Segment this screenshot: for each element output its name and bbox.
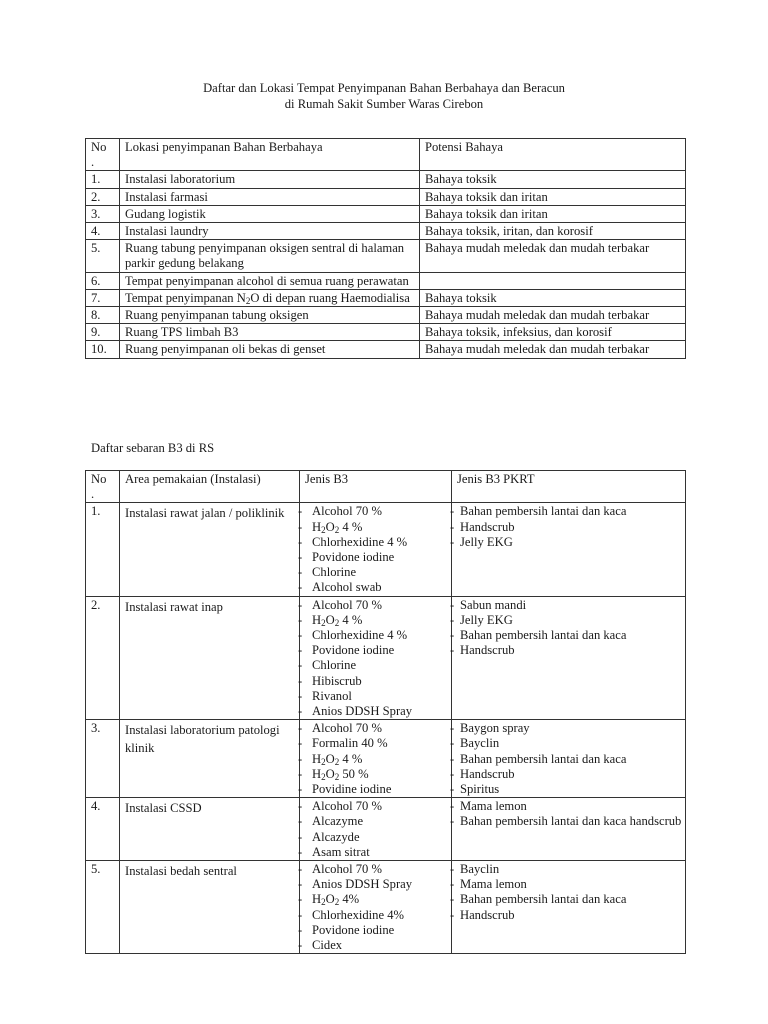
list-item: - $H_2O_2$ 4 %: [312, 520, 448, 535]
list-item: - Alcohol 70 %: [312, 799, 448, 814]
cell-area: Instalasi rawat inap: [120, 596, 300, 720]
jenis-b3-pkrt-list: [460, 862, 682, 923]
list-item: - $H_2O_2$ 4 %: [312, 752, 448, 767]
cell-lokasi: Ruang tabung penyimpanan oksigen sentral di halaman parkir gedung belakang: [120, 240, 420, 272]
list-item: - Alcazyme: [312, 814, 448, 829]
cell-potensi: Bahaya toksik, infeksius, dan korosif: [420, 324, 686, 341]
list-item: - Anios DDSH Spray: [312, 877, 448, 892]
table-header-row: [86, 139, 686, 171]
list-item: - Alcohol 70 %: [312, 721, 448, 736]
list-item: - $H_2O_2$ 4 %: [312, 613, 448, 628]
table-row: [86, 223, 686, 240]
cell-jenis-b3: [300, 596, 452, 720]
list-item: - Baygon spray: [460, 721, 682, 736]
list-item: - Mama lemon: [460, 877, 682, 892]
cell-no: 4.: [86, 223, 120, 240]
list-item: - $H_2O_2$ 50 %: [312, 767, 448, 782]
list-item: - Chlorine: [312, 565, 448, 580]
cell-lokasi: Tempat penyimpanan alcohol di semua ruang perawatan: [120, 272, 420, 289]
title-line-2: di Rumah Sakit Sumber Waras Cirebon: [284, 97, 484, 111]
table-row: [86, 324, 686, 341]
list-item: - Handscrub: [460, 767, 682, 782]
jenis-b3-list: [312, 721, 448, 797]
cell-no: 3.: [86, 205, 120, 222]
list-item: - Jelly EKG: [460, 535, 682, 550]
cell-no: 7.: [86, 289, 120, 306]
table-header-row: [86, 471, 686, 503]
list-item: - Chlorhexidine 4 %: [312, 628, 448, 643]
b3-distribution-table: [85, 470, 686, 954]
list-item: - Alcohol 70 %: [312, 504, 448, 519]
jenis-b3-list: [312, 799, 448, 860]
table-row: [86, 240, 686, 272]
cell-jenis-b3: [300, 861, 452, 954]
list-item: - Asam sitrat: [312, 845, 448, 860]
title-line-1: Daftar dan Lokasi Tempat Penyimpanan Bahan Berbahaya dan Beracun: [203, 81, 565, 95]
list-item: - Chlorhexidine 4 %: [312, 535, 448, 550]
cell-area: Instalasi CSSD: [120, 798, 300, 861]
table-row: [86, 596, 686, 720]
jenis-b3-list: [312, 862, 448, 953]
table-row: [86, 341, 686, 358]
header-potensi: Potensi Bahaya: [420, 139, 686, 171]
list-item: - Bahan pembersih lantai dan kaca: [460, 628, 682, 643]
list-item: - Alcazyde: [312, 830, 448, 845]
header-lokasi: Lokasi penyimpanan Bahan Berbahaya: [120, 139, 420, 171]
cell-jenis-b3-pkrt: [452, 720, 686, 798]
cell-no: 1.: [86, 503, 120, 596]
cell-lokasi: Instalasi laundry: [120, 223, 420, 240]
list-item: - Chlorhexidine 4%: [312, 908, 448, 923]
cell-no: 1.: [86, 171, 120, 188]
cell-area: Instalasi rawat jalan / poliklinik: [120, 503, 300, 596]
cell-potensi: Bahaya toksik: [420, 289, 686, 306]
cell-no: 2.: [86, 596, 120, 720]
list-item: - Povidone iodine: [312, 550, 448, 565]
table-row: [86, 503, 686, 596]
list-item: - Chlorine: [312, 658, 448, 673]
cell-potensi: Bahaya mudah meledak dan mudah terbakar: [420, 307, 686, 324]
list-item: - Bahan pembersih lantai dan kaca: [460, 504, 682, 519]
table-row: [86, 720, 686, 798]
list-item: - Mama lemon: [460, 799, 682, 814]
cell-jenis-b3: [300, 720, 452, 798]
cell-potensi: Bahaya mudah meledak dan mudah terbakar: [420, 240, 686, 272]
list-item: - Bahan pembersih lantai dan kaca: [460, 752, 682, 767]
header-area: Area pemakaian (Instalasi): [120, 471, 300, 503]
cell-lokasi: Ruang TPS limbah B3: [120, 324, 420, 341]
cell-lokasi: Ruang penyimpanan tabung oksigen: [120, 307, 420, 324]
list-item: - Sabun mandi: [460, 598, 682, 613]
cell-potensi: Bahaya mudah meledak dan mudah terbakar: [420, 341, 686, 358]
cell-no: 8.: [86, 307, 120, 324]
list-item: - Bayclin: [460, 862, 682, 877]
cell-no: 6.: [86, 272, 120, 289]
list-item: - Povidine iodine: [312, 782, 448, 797]
list-item: - Spiritus: [460, 782, 682, 797]
list-item: - $H_2O_2$ 4%: [312, 892, 448, 907]
cell-area: Instalasi bedah sentral: [120, 861, 300, 954]
list-item: - Bahan pembersih lantai dan kaca: [460, 892, 682, 907]
cell-jenis-b3-pkrt: [452, 861, 686, 954]
table-row: [86, 188, 686, 205]
document-title: [0, 80, 768, 112]
cell-no: 9.: [86, 324, 120, 341]
cell-lokasi: Gudang logistik: [120, 205, 420, 222]
jenis-b3-pkrt-list: [460, 721, 682, 797]
list-item: - Rivanol: [312, 689, 448, 704]
cell-potensi: Bahaya toksik: [420, 171, 686, 188]
cell-jenis-b3-pkrt: [452, 596, 686, 720]
list-item: - Handscrub: [460, 643, 682, 658]
list-item: - Alcohol 70 %: [312, 862, 448, 877]
list-item: - Bayclin: [460, 736, 682, 751]
table-row: [86, 861, 686, 954]
storage-location-table: [85, 138, 686, 359]
list-item: - Anios DDSH Spray: [312, 704, 448, 719]
list-item: - Handscrub: [460, 908, 682, 923]
table-row: [86, 171, 686, 188]
header-jenis-b3-pkrt: Jenis B3 PKRT: [452, 471, 686, 503]
table-row: [86, 307, 686, 324]
cell-jenis-b3: [300, 503, 452, 596]
cell-jenis-b3-pkrt: [452, 503, 686, 596]
list-item: - Alcohol swab: [312, 580, 448, 595]
table-row: [86, 205, 686, 222]
header-no: No .: [86, 139, 120, 171]
jenis-b3-list: [312, 504, 448, 595]
cell-potensi: Bahaya toksik dan iritan: [420, 205, 686, 222]
cell-jenis-b3-pkrt: [452, 798, 686, 861]
section-subtitle: Daftar sebaran B3 di RS: [91, 441, 215, 455]
cell-potensi: Bahaya toksik, iritan, dan korosif: [420, 223, 686, 240]
cell-area: Instalasi laboratorium patologi klinik: [120, 720, 300, 798]
cell-potensi: [420, 272, 686, 289]
cell-lokasi: Tempat penyimpanan $N_2O$ di depan ruang Haemodialisa: [120, 289, 420, 306]
list-item: - Handscrub: [460, 520, 682, 535]
list-item: - Bahan pembersih lantai dan kaca handscrub: [460, 814, 682, 829]
list-item: - Cidex: [312, 938, 448, 953]
cell-jenis-b3: [300, 798, 452, 861]
list-item: - Povidone iodine: [312, 923, 448, 938]
cell-no: 5.: [86, 240, 120, 272]
list-item: - Jelly EKG: [460, 613, 682, 628]
jenis-b3-pkrt-list: [460, 799, 682, 829]
header-jenis-b3: Jenis B3: [300, 471, 452, 503]
cell-lokasi: Instalasi laboratorium: [120, 171, 420, 188]
list-item: - Hibiscrub: [312, 674, 448, 689]
cell-no: 10.: [86, 341, 120, 358]
list-item: - Alcohol 70 %: [312, 598, 448, 613]
jenis-b3-pkrt-list: [460, 504, 682, 550]
table-row: [86, 798, 686, 861]
jenis-b3-pkrt-list: [460, 598, 682, 659]
header-no: No .: [86, 471, 120, 503]
table-row: [86, 289, 686, 306]
cell-no: 4.: [86, 798, 120, 861]
list-item: - Formalin 40 %: [312, 736, 448, 751]
table-row: [86, 272, 686, 289]
cell-potensi: Bahaya toksik dan iritan: [420, 188, 686, 205]
list-item: - Povidone iodine: [312, 643, 448, 658]
jenis-b3-list: [312, 598, 448, 720]
cell-no: 5.: [86, 861, 120, 954]
cell-no: 2.: [86, 188, 120, 205]
cell-lokasi: Ruang penyimpanan oli bekas di genset: [120, 341, 420, 358]
cell-lokasi: Instalasi farmasi: [120, 188, 420, 205]
cell-no: 3.: [86, 720, 120, 798]
